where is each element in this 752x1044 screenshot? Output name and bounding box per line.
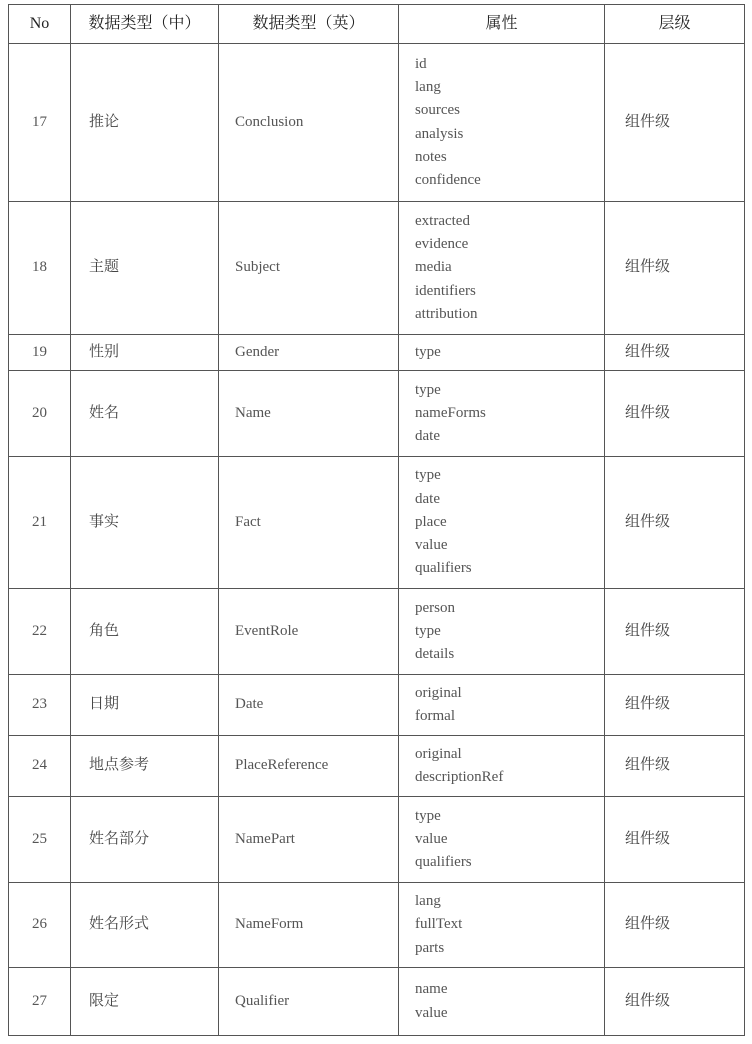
attribute-item: descriptionRef: [415, 769, 504, 785]
cell-attributes: [399, 371, 605, 457]
cell-attributes: [399, 797, 605, 883]
cell-type-en: PlaceReference: [219, 736, 399, 797]
attribute-item: date: [415, 490, 440, 507]
cell-type-en: NamePart: [219, 797, 399, 883]
cell-type-cn: 主题: [71, 202, 219, 335]
cell-no: 27: [9, 968, 71, 1036]
attribute-item: lang: [415, 893, 441, 910]
attribute-item: id: [415, 55, 427, 72]
attribute-item: details: [415, 646, 455, 663]
cell-no: 19: [9, 335, 71, 371]
cell-level: 组件级: [605, 797, 745, 883]
cell-type-cn: 事实: [71, 457, 219, 589]
cell-type-cn: 姓名部分: [71, 797, 219, 883]
attribute-item: type: [415, 467, 441, 484]
cell-attributes: [399, 736, 605, 797]
cell-no: 20: [9, 371, 71, 457]
cell-no: 18: [9, 202, 71, 335]
cell-type-cn: 性别: [71, 335, 219, 371]
cell-level: 组件级: [605, 968, 745, 1036]
table-header: [9, 5, 745, 44]
attribute-item: nameForms: [415, 404, 486, 421]
cell-type-en: Date: [219, 675, 399, 736]
attribute-item: type: [415, 381, 441, 398]
attribute-item: original: [415, 745, 462, 762]
cell-type-en: Subject: [219, 202, 399, 335]
cell-no: 26: [9, 883, 71, 968]
cell-no: 22: [9, 589, 71, 675]
cell-attributes: [399, 335, 605, 371]
cell-type-cn: 姓名: [71, 371, 219, 457]
cell-type-cn: 推论: [71, 44, 219, 202]
attribute-item: person: [415, 599, 455, 616]
attribute-item: evidence: [415, 236, 469, 253]
attribute-item: identifiers: [415, 282, 476, 299]
table-body: [9, 44, 745, 1036]
cell-attributes: [399, 44, 605, 202]
data-type-table: [8, 4, 745, 1036]
cell-level: 组件级: [605, 589, 745, 675]
table-row: [9, 202, 745, 335]
header-type-en: 数据类型（英）: [219, 5, 399, 44]
attribute-item: lang: [415, 78, 441, 95]
cell-type-en: Gender: [219, 335, 399, 371]
cell-attributes: [399, 202, 605, 335]
cell-no: 25: [9, 797, 71, 883]
cell-no: 23: [9, 675, 71, 736]
cell-attributes: [399, 675, 605, 736]
attribute-item: formal: [415, 708, 455, 724]
cell-type-en: Name: [219, 371, 399, 457]
cell-attributes: [399, 968, 605, 1036]
cell-attributes: [399, 589, 605, 675]
cell-type-en: Conclusion: [219, 44, 399, 202]
cell-type-en: EventRole: [219, 589, 399, 675]
cell-level: 组件级: [605, 736, 745, 797]
header-level: 层级: [605, 5, 745, 44]
attribute-item: confidence: [415, 172, 481, 189]
document-page: [8, 4, 744, 1036]
table-row: [9, 589, 745, 675]
table-row: [9, 457, 745, 589]
table-row: [9, 675, 745, 736]
attribute-item: attribution: [415, 305, 478, 322]
cell-level: 组件级: [605, 675, 745, 736]
attribute-item: date: [415, 428, 440, 445]
table-row: [9, 968, 745, 1036]
attribute-item: value: [415, 830, 448, 847]
cell-level: 组件级: [605, 202, 745, 335]
attribute-item: type: [415, 622, 441, 639]
cell-level: 组件级: [605, 457, 745, 589]
header-no: No: [9, 5, 71, 44]
cell-type-en: Qualifier: [219, 968, 399, 1036]
attribute-item: type: [415, 343, 441, 360]
header-type-cn: 数据类型（中）: [71, 5, 219, 44]
attribute-item: type: [415, 807, 441, 824]
attribute-item: media: [415, 259, 452, 276]
attribute-item: name: [415, 981, 448, 998]
attribute-item: parts: [415, 939, 445, 956]
attribute-item: original: [415, 684, 462, 701]
cell-level: 组件级: [605, 883, 745, 968]
attribute-item: qualifiers: [415, 560, 472, 577]
attribute-item: notes: [415, 148, 447, 165]
table-row: [9, 797, 745, 883]
header-attributes: 属性: [399, 5, 605, 44]
cell-type-en: NameForm: [219, 883, 399, 968]
attribute-item: analysis: [415, 125, 464, 142]
table-row: [9, 335, 745, 371]
table-row: [9, 883, 745, 968]
cell-no: 24: [9, 736, 71, 797]
table-row: [9, 736, 745, 797]
attribute-item: value: [415, 537, 448, 554]
cell-attributes: [399, 457, 605, 589]
header-row: [9, 5, 745, 44]
cell-type-cn: 日期: [71, 675, 219, 736]
cell-level: 组件级: [605, 371, 745, 457]
attribute-item: qualifiers: [415, 854, 472, 871]
cell-type-cn: 角色: [71, 589, 219, 675]
cell-type-en: Fact: [219, 457, 399, 589]
attribute-item: fullText: [415, 916, 463, 933]
attribute-item: extracted: [415, 212, 470, 229]
cell-type-cn: 地点参考: [71, 736, 219, 797]
cell-attributes: [399, 883, 605, 968]
cell-no: 21: [9, 457, 71, 589]
cell-level: 组件级: [605, 44, 745, 202]
cell-level: 组件级: [605, 335, 745, 371]
attribute-item: value: [415, 1004, 448, 1021]
cell-type-cn: 限定: [71, 968, 219, 1036]
table-row: [9, 44, 745, 202]
cell-no: 17: [9, 44, 71, 202]
attribute-item: place: [415, 513, 447, 530]
cell-type-cn: 姓名形式: [71, 883, 219, 968]
table-row: [9, 371, 745, 457]
attribute-item: sources: [415, 102, 460, 119]
